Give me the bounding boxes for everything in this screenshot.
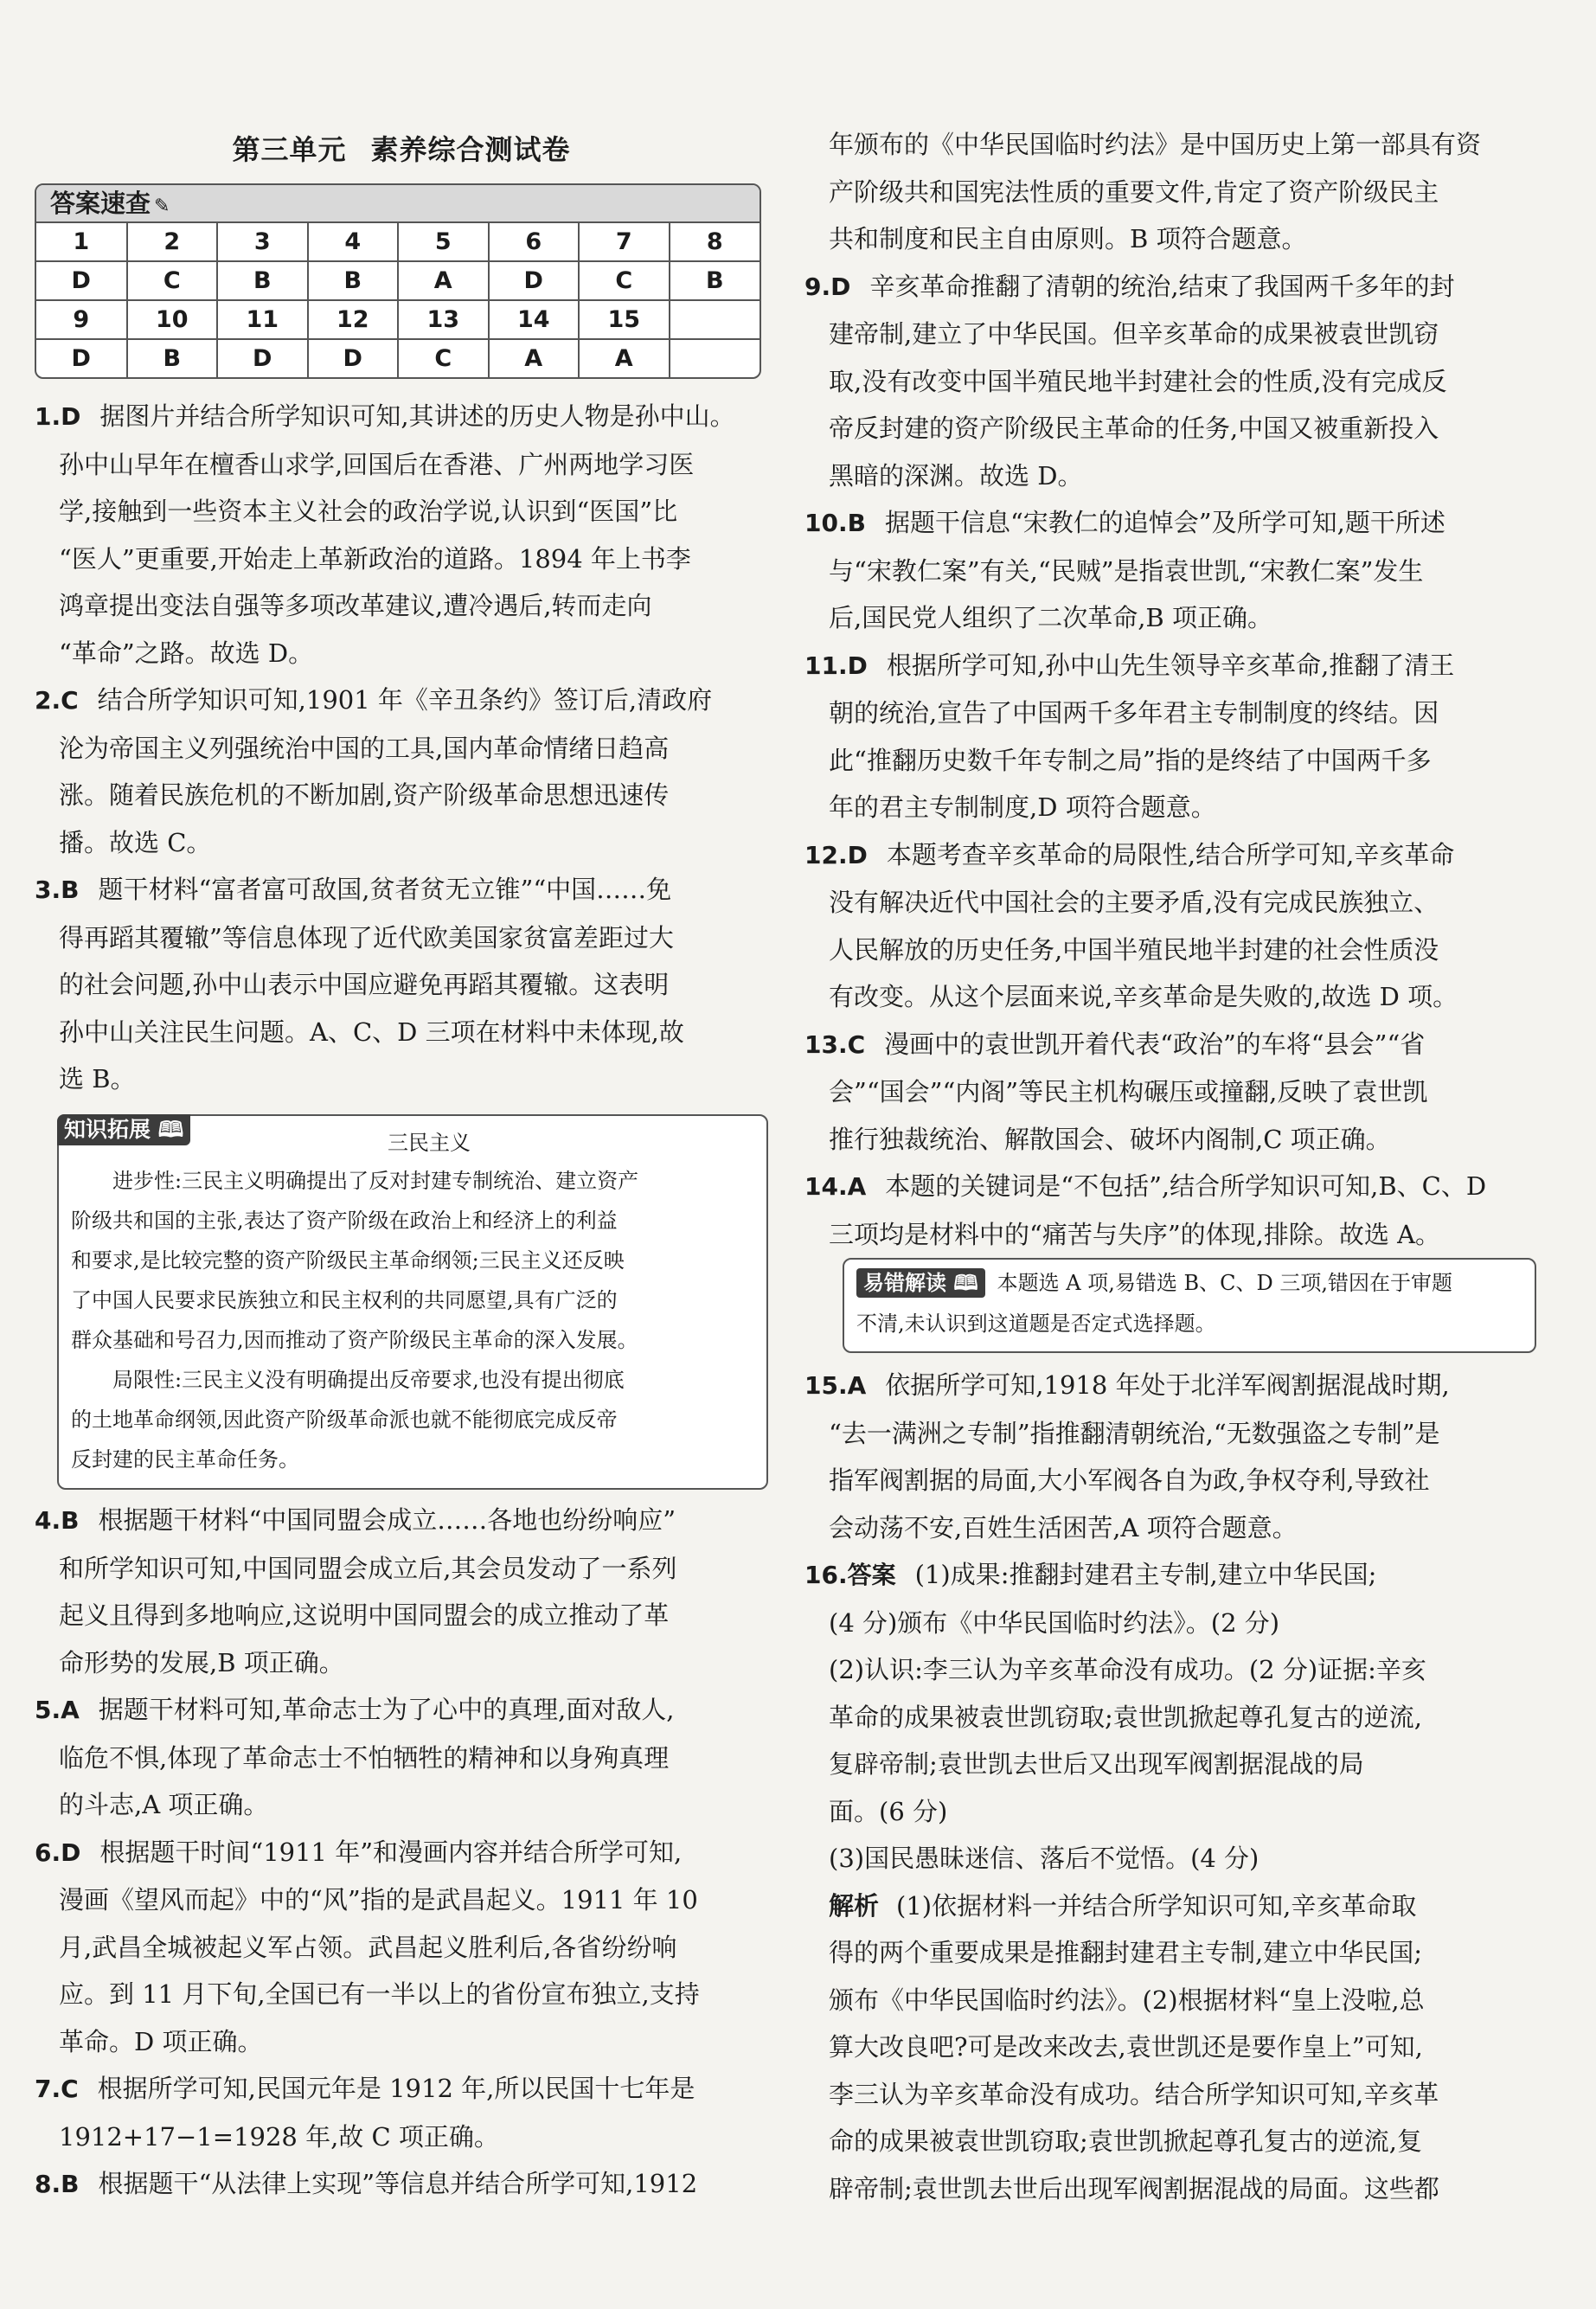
text-line: (4 分)颁布《中华民国临时约法》。(2 分) bbox=[829, 1607, 1280, 1638]
text-line: 据图片并结合所学知识可知,其讲述的历史人物是孙中山。 bbox=[99, 401, 735, 431]
answer-cell: 1 bbox=[36, 223, 127, 261]
text-line: 根据题干材料“中国同盟会成立……各地也纷纷响应” bbox=[98, 1505, 676, 1535]
text-line: 后,国民党人组织了二次革命,B 项正确。 bbox=[829, 603, 1272, 632]
text-line: “革命”之路。故选 D。 bbox=[59, 638, 314, 668]
answer-cell bbox=[670, 300, 760, 339]
answer-cell: 12 bbox=[308, 300, 399, 339]
question-3 bbox=[35, 866, 770, 1103]
question-6 bbox=[35, 1829, 770, 2066]
question-2 bbox=[35, 677, 770, 866]
answer-cell: A bbox=[489, 339, 580, 377]
question-10 bbox=[804, 499, 1542, 642]
question-number: 12.D bbox=[804, 840, 868, 869]
text-line: 取,没有改变中国半殖民地半封建社会的性质,没有完成反 bbox=[829, 366, 1447, 396]
answer-key-table bbox=[35, 183, 761, 379]
question-number: 9.D bbox=[804, 272, 851, 301]
answer-cell: B bbox=[127, 339, 218, 377]
text-line: 推行独裁统治、解散国会、破坏内阁制,C 项正确。 bbox=[829, 1124, 1391, 1154]
text-line: 应。到 11 月下旬,全国已有一半以上的省份宣布独立,支持 bbox=[59, 1979, 700, 2009]
question-number: 3.B bbox=[35, 875, 80, 904]
question-9 bbox=[804, 263, 1542, 500]
text-line: 得的两个重要成果是推翻封建君主专制,建立中华民国; bbox=[829, 1938, 1422, 1967]
text-line: (1)成果:推翻封建君主专制,建立中华民国; bbox=[914, 1560, 1377, 1589]
text-line: 复辟帝制;袁世凯去世后又出现军阀割据混战的局 bbox=[829, 1749, 1364, 1779]
text-line: 反封建的民主革命任务。 bbox=[71, 1447, 299, 1472]
text-line: (2)认识:李三认为辛亥革命没有成功。(2 分)证据:辛亥 bbox=[829, 1655, 1426, 1684]
text-line: 的社会问题,孙中山表示中国应避免再蹈其覆辙。这表明 bbox=[59, 970, 670, 999]
analysis-label: 解析 bbox=[829, 1890, 880, 1921]
answer-cell: 6 bbox=[489, 223, 580, 261]
text-line: 人民解放的历史任务,中国半殖民地半封建的社会性质没 bbox=[829, 934, 1439, 965]
answer-cell: 7 bbox=[579, 223, 670, 261]
text-line: 1912+17−1=1928 年,故 C 项正确。 bbox=[59, 2121, 499, 2152]
text-line: 选 B。 bbox=[59, 1064, 136, 1094]
text-line: 阶级共和国的主张,表达了资产阶级在政治上和经济上的利益 bbox=[71, 1209, 618, 1233]
answer-cell: D bbox=[36, 261, 127, 300]
text-line: 月,武昌全城被起义军占领。武昌起义胜利后,各省纷纷响 bbox=[59, 1932, 677, 1962]
text-line: 的土地革命纲领,因此资产阶级革命派也就不能彻底完成反帝 bbox=[71, 1408, 618, 1432]
question-15 bbox=[804, 1362, 1542, 1551]
question-1 bbox=[35, 393, 770, 677]
answer-cell: 9 bbox=[36, 300, 127, 339]
right-column-upper bbox=[804, 121, 1542, 1258]
error-analysis-box bbox=[843, 1258, 1536, 1353]
question-number: 11.D bbox=[804, 651, 868, 680]
answer-cell: A bbox=[398, 261, 489, 300]
answer-cell: 10 bbox=[127, 300, 218, 339]
answer-cell: B bbox=[217, 261, 308, 300]
answer-cell: 14 bbox=[489, 300, 580, 339]
text-line: 临危不惧,体现了革命志士不怕牺牲的精神和以身殉真理 bbox=[59, 1742, 670, 1773]
text-line: 题干材料“富者富可敌国,贫者贫无立锥”“中国……免 bbox=[98, 875, 672, 904]
text-line: “去一满洲之专制”指推翻清朝统治,“无数强盗之专制”是 bbox=[829, 1418, 1440, 1448]
text-line: 建帝制,建立了中华民国。但辛亥革命的成果被袁世凯窃 bbox=[829, 319, 1439, 349]
text-line: 依据所学可知,1918 年处于北洋军阀割据混战时期, bbox=[885, 1370, 1450, 1400]
pen-icon: ✎ bbox=[154, 196, 170, 217]
question-11 bbox=[804, 642, 1542, 831]
text-line: 和所学知识可知,中国同盟会成立后,其会员发动了一系列 bbox=[59, 1553, 677, 1583]
text-line: 涨。随着民族危机的不断加剧,资产阶级革命思想迅速传 bbox=[59, 780, 670, 810]
text-line: 与“宋教仁案”有关,“民贼”是指袁世凯,“宋教仁案”发生 bbox=[829, 555, 1424, 586]
answer-cell: C bbox=[398, 339, 489, 377]
text-line: 没有解决近代中国社会的主要矛盾,没有完成民族独立、 bbox=[829, 888, 1439, 917]
text-line: 产阶级共和国宪法性质的重要文件,肯定了资产阶级民主 bbox=[829, 176, 1439, 207]
question-14 bbox=[804, 1163, 1542, 1258]
book-icon: 🕮 bbox=[157, 1117, 184, 1142]
question-number: 8.B bbox=[35, 2170, 80, 2198]
text-line: 辛亥革命推翻了清朝的统治,结束了我国两千多年的封 bbox=[869, 271, 1455, 301]
page-title bbox=[35, 128, 768, 168]
text-line: 本题的关键词是“不包括”,结合所学知识可知,B、C、D bbox=[885, 1171, 1487, 1201]
text-line: 根据题干“从法律上实现”等信息并结合所学可知,1912 bbox=[98, 2169, 698, 2198]
text-line: 得再蹈其覆辙”等信息体现了近代欧美国家贫富差距过大 bbox=[59, 922, 674, 952]
text-line: 孙中山关注民生问题。A、C、D 三项在材料中未体现,故 bbox=[59, 1017, 684, 1047]
text-line: 命形势的发展,B 项正确。 bbox=[59, 1647, 344, 1677]
answer-number-row bbox=[36, 300, 760, 339]
text-line: 本题选 A 项,易错选 B、C、D 三项,错因在于审题 bbox=[997, 1271, 1453, 1295]
text-line: 朝的统治,宣告了中国两千多年君主专制制度的终结。因 bbox=[829, 698, 1439, 728]
text-line: 沦为帝国主义列强统治中国的工具,国内革命情绪日趋高 bbox=[59, 733, 670, 763]
answer-cell: C bbox=[127, 261, 218, 300]
text-line: 局限性:三民主义没有明确提出反帝要求,也没有提出彻底 bbox=[112, 1368, 625, 1392]
text-line: 有改变。从这个层面来说,辛亥革命是失败的,故选 D 项。 bbox=[829, 982, 1458, 1011]
answer-cell: 13 bbox=[398, 300, 489, 339]
answer-letter-row bbox=[36, 261, 760, 300]
book-icon: 🕮 bbox=[946, 1271, 978, 1295]
text-line: 鸿章提出变法自强等多项改革建议,遭冷遇后,转而走向 bbox=[59, 591, 652, 620]
answer-cell: D bbox=[489, 261, 580, 300]
text-line: 了中国人民要求民族独立和民主权利的共同愿望,具有广泛的 bbox=[71, 1288, 618, 1312]
text-line: 黑暗的深渊。故选 D。 bbox=[829, 460, 1083, 491]
question-number: 5.A bbox=[35, 1696, 80, 1724]
knowledge-extension-box bbox=[57, 1114, 768, 1490]
question-8 bbox=[35, 2160, 770, 2209]
text-line: (1)依据材料一并结合所学知识可知,辛亥革命取 bbox=[896, 1890, 1417, 1921]
text-line: 的斗志,A 项正确。 bbox=[59, 1790, 269, 1819]
answer-cell: D bbox=[217, 339, 308, 377]
text-line: 根据题干时间“1911 年”和漫画内容并结合所学可知, bbox=[99, 1837, 683, 1867]
text-line: 根据所学可知,民国元年是 1912 年,所以民国十七年是 bbox=[97, 2074, 695, 2103]
answer-cell: 2 bbox=[127, 223, 218, 261]
test-name: 素养综合测试卷 bbox=[370, 133, 571, 166]
text-line: 漫画中的袁世凯开着代表“政治”的车将“县会”“省 bbox=[884, 1029, 1426, 1059]
text-line: 进步性:三民主义明确提出了反对封建专制统治、建立资产 bbox=[112, 1169, 639, 1193]
answer-grid bbox=[36, 223, 760, 377]
question-number: 16.答案 bbox=[804, 1561, 896, 1589]
answer-key-header: 答案速查 ✎ bbox=[36, 185, 760, 223]
text-line: 本题考查辛亥革命的局限性,结合所学可知,辛亥革命 bbox=[886, 839, 1455, 869]
question-number: 14.A bbox=[804, 1172, 867, 1201]
question-5 bbox=[35, 1686, 770, 1829]
question-number: 4.B bbox=[35, 1506, 80, 1535]
answer-cell: D bbox=[36, 339, 127, 377]
answer-cell: D bbox=[308, 339, 399, 377]
question-7 bbox=[35, 2065, 770, 2160]
text-line: 革命。D 项正确。 bbox=[59, 2026, 263, 2056]
question-8-continued bbox=[804, 121, 1542, 263]
text-line: 起义且得到多地响应,这说明中国同盟会的成立推动了革 bbox=[59, 1600, 670, 1630]
answer-cell: B bbox=[308, 261, 399, 300]
text-line: 年的君主专制制度,D 项符合题意。 bbox=[829, 792, 1216, 822]
knowledge-title: 三民主义 bbox=[388, 1131, 471, 1155]
question-4 bbox=[35, 1497, 770, 1686]
question-number: 6.D bbox=[35, 1838, 81, 1867]
answer-cell: A bbox=[579, 339, 670, 377]
error-analysis-text bbox=[856, 1263, 1524, 1344]
left-column-upper bbox=[35, 393, 770, 1103]
question-number: 1.D bbox=[35, 402, 81, 431]
right-column-lower bbox=[804, 1362, 1542, 2212]
text-line: 革命的成果被袁世凯窃取;袁世凯掀起尊孔复古的逆流, bbox=[829, 1702, 1422, 1732]
text-line: 和要求,是比较完整的资产阶级民主革命纲领;三民主义还反映 bbox=[71, 1248, 625, 1273]
answer-number-row bbox=[36, 223, 760, 261]
answer-cell: 8 bbox=[670, 223, 760, 261]
answer-cell: C bbox=[579, 261, 670, 300]
answer-cell bbox=[670, 339, 760, 377]
answer-cell: 5 bbox=[398, 223, 489, 261]
text-line: 算大改良吧?可是改来改去,袁世凯还是要作皇上”可知, bbox=[829, 2032, 1423, 2062]
question-13 bbox=[804, 1021, 1542, 1164]
text-line: (3)国民愚昧迷信、落后不觉悟。(4 分) bbox=[829, 1844, 1259, 1873]
knowledge-text bbox=[71, 1161, 754, 1479]
text-line: 共和制度和民主自由原则。B 项符合题意。 bbox=[829, 224, 1307, 253]
question-12 bbox=[804, 831, 1542, 1021]
answer-letter-row bbox=[36, 339, 760, 377]
text-line: 此“推翻历史数千年专制之局”指的是终结了中国两千多 bbox=[829, 745, 1432, 775]
left-column-lower bbox=[35, 1497, 770, 2209]
text-line: 结合所学知识可知,1901 年《辛丑条约》签订后,清政府 bbox=[97, 685, 713, 715]
answer-cell: 11 bbox=[217, 300, 308, 339]
text-line: 孙中山早年在檀香山求学,回国后在香港、广州两地学习医 bbox=[59, 449, 695, 479]
question-number: 2.C bbox=[35, 686, 79, 715]
question-number: 15.A bbox=[804, 1371, 867, 1400]
text-line: 面。(6 分) bbox=[829, 1796, 948, 1826]
text-line: 颁布《中华民国临时约法》。(2)根据材料“皇上没啦,总 bbox=[829, 1985, 1425, 2015]
text-line: 学,接触到一些资本主义社会的政治学说,认识到“医国”比 bbox=[59, 497, 678, 526]
question-number: 10.B bbox=[804, 509, 866, 537]
text-line: 命的成果被袁世凯窃取;袁世凯掀起尊孔复古的逆流,复 bbox=[829, 2126, 1422, 2156]
text-line: 据题干材料可知,革命志士为了心中的真理,面对敌人, bbox=[98, 1695, 675, 1724]
text-line: 不清,未认识到这道题是否定式选择题。 bbox=[856, 1312, 1216, 1336]
error-tag: 易错解读 🕮 bbox=[856, 1268, 985, 1298]
text-line: 李三认为辛亥革命没有成功。结合所学知识可知,辛亥革 bbox=[829, 2079, 1439, 2109]
question-number: 7.C bbox=[35, 2075, 79, 2103]
knowledge-tag: 知识拓展 🕮 bbox=[57, 1114, 190, 1145]
question-number: 13.C bbox=[804, 1029, 866, 1059]
text-line: 年颁布的《中华民国临时约法》是中国历史上第一部具有资 bbox=[829, 130, 1482, 159]
text-line: “医人”更重要,开始走上革新政治的道路。1894 年上书李 bbox=[59, 543, 691, 574]
text-line: 指军阀割据的局面,大小军阀各自为政,争权夺利,导致社 bbox=[829, 1466, 1430, 1495]
text-line: 三项均是材料中的“痛苦与失序”的体现,排除。故选 A。 bbox=[829, 1219, 1441, 1249]
answer-cell: 4 bbox=[308, 223, 399, 261]
question-16 bbox=[804, 1551, 1542, 2212]
text-line: 会”“国会”“内阁”等民主机构碾压或撞翻,反映了袁世凯 bbox=[829, 1077, 1428, 1106]
text-line: 据题干信息“宋教仁的追悼会”及所学可知,题干所述 bbox=[884, 508, 1445, 537]
answer-cell: B bbox=[670, 261, 760, 300]
unit-label: 第三单元 bbox=[232, 133, 347, 166]
text-line: 辟帝制;袁世凯去世后出现军阀割据混战的局面。这些都 bbox=[829, 2173, 1439, 2203]
text-line: 帝反封建的资产阶级民主革命的任务,中国又被重新投入 bbox=[829, 414, 1439, 443]
text-line: 根据所学可知,孙中山先生领导辛亥革命,推翻了清王 bbox=[886, 650, 1455, 680]
text-line: 会动荡不安,百姓生活困苦,A 项符合题意。 bbox=[829, 1512, 1298, 1543]
answer-cell: 15 bbox=[579, 300, 670, 339]
text-line: 群众基础和号召力,因而推动了资产阶级民主革命的深入发展。 bbox=[71, 1328, 638, 1352]
answer-cell: 3 bbox=[217, 223, 308, 261]
text-line: 漫画《望风而起》中的“风”指的是武昌起义。1911 年 10 bbox=[59, 1885, 698, 1915]
text-line: 播。故选 C。 bbox=[59, 827, 212, 857]
